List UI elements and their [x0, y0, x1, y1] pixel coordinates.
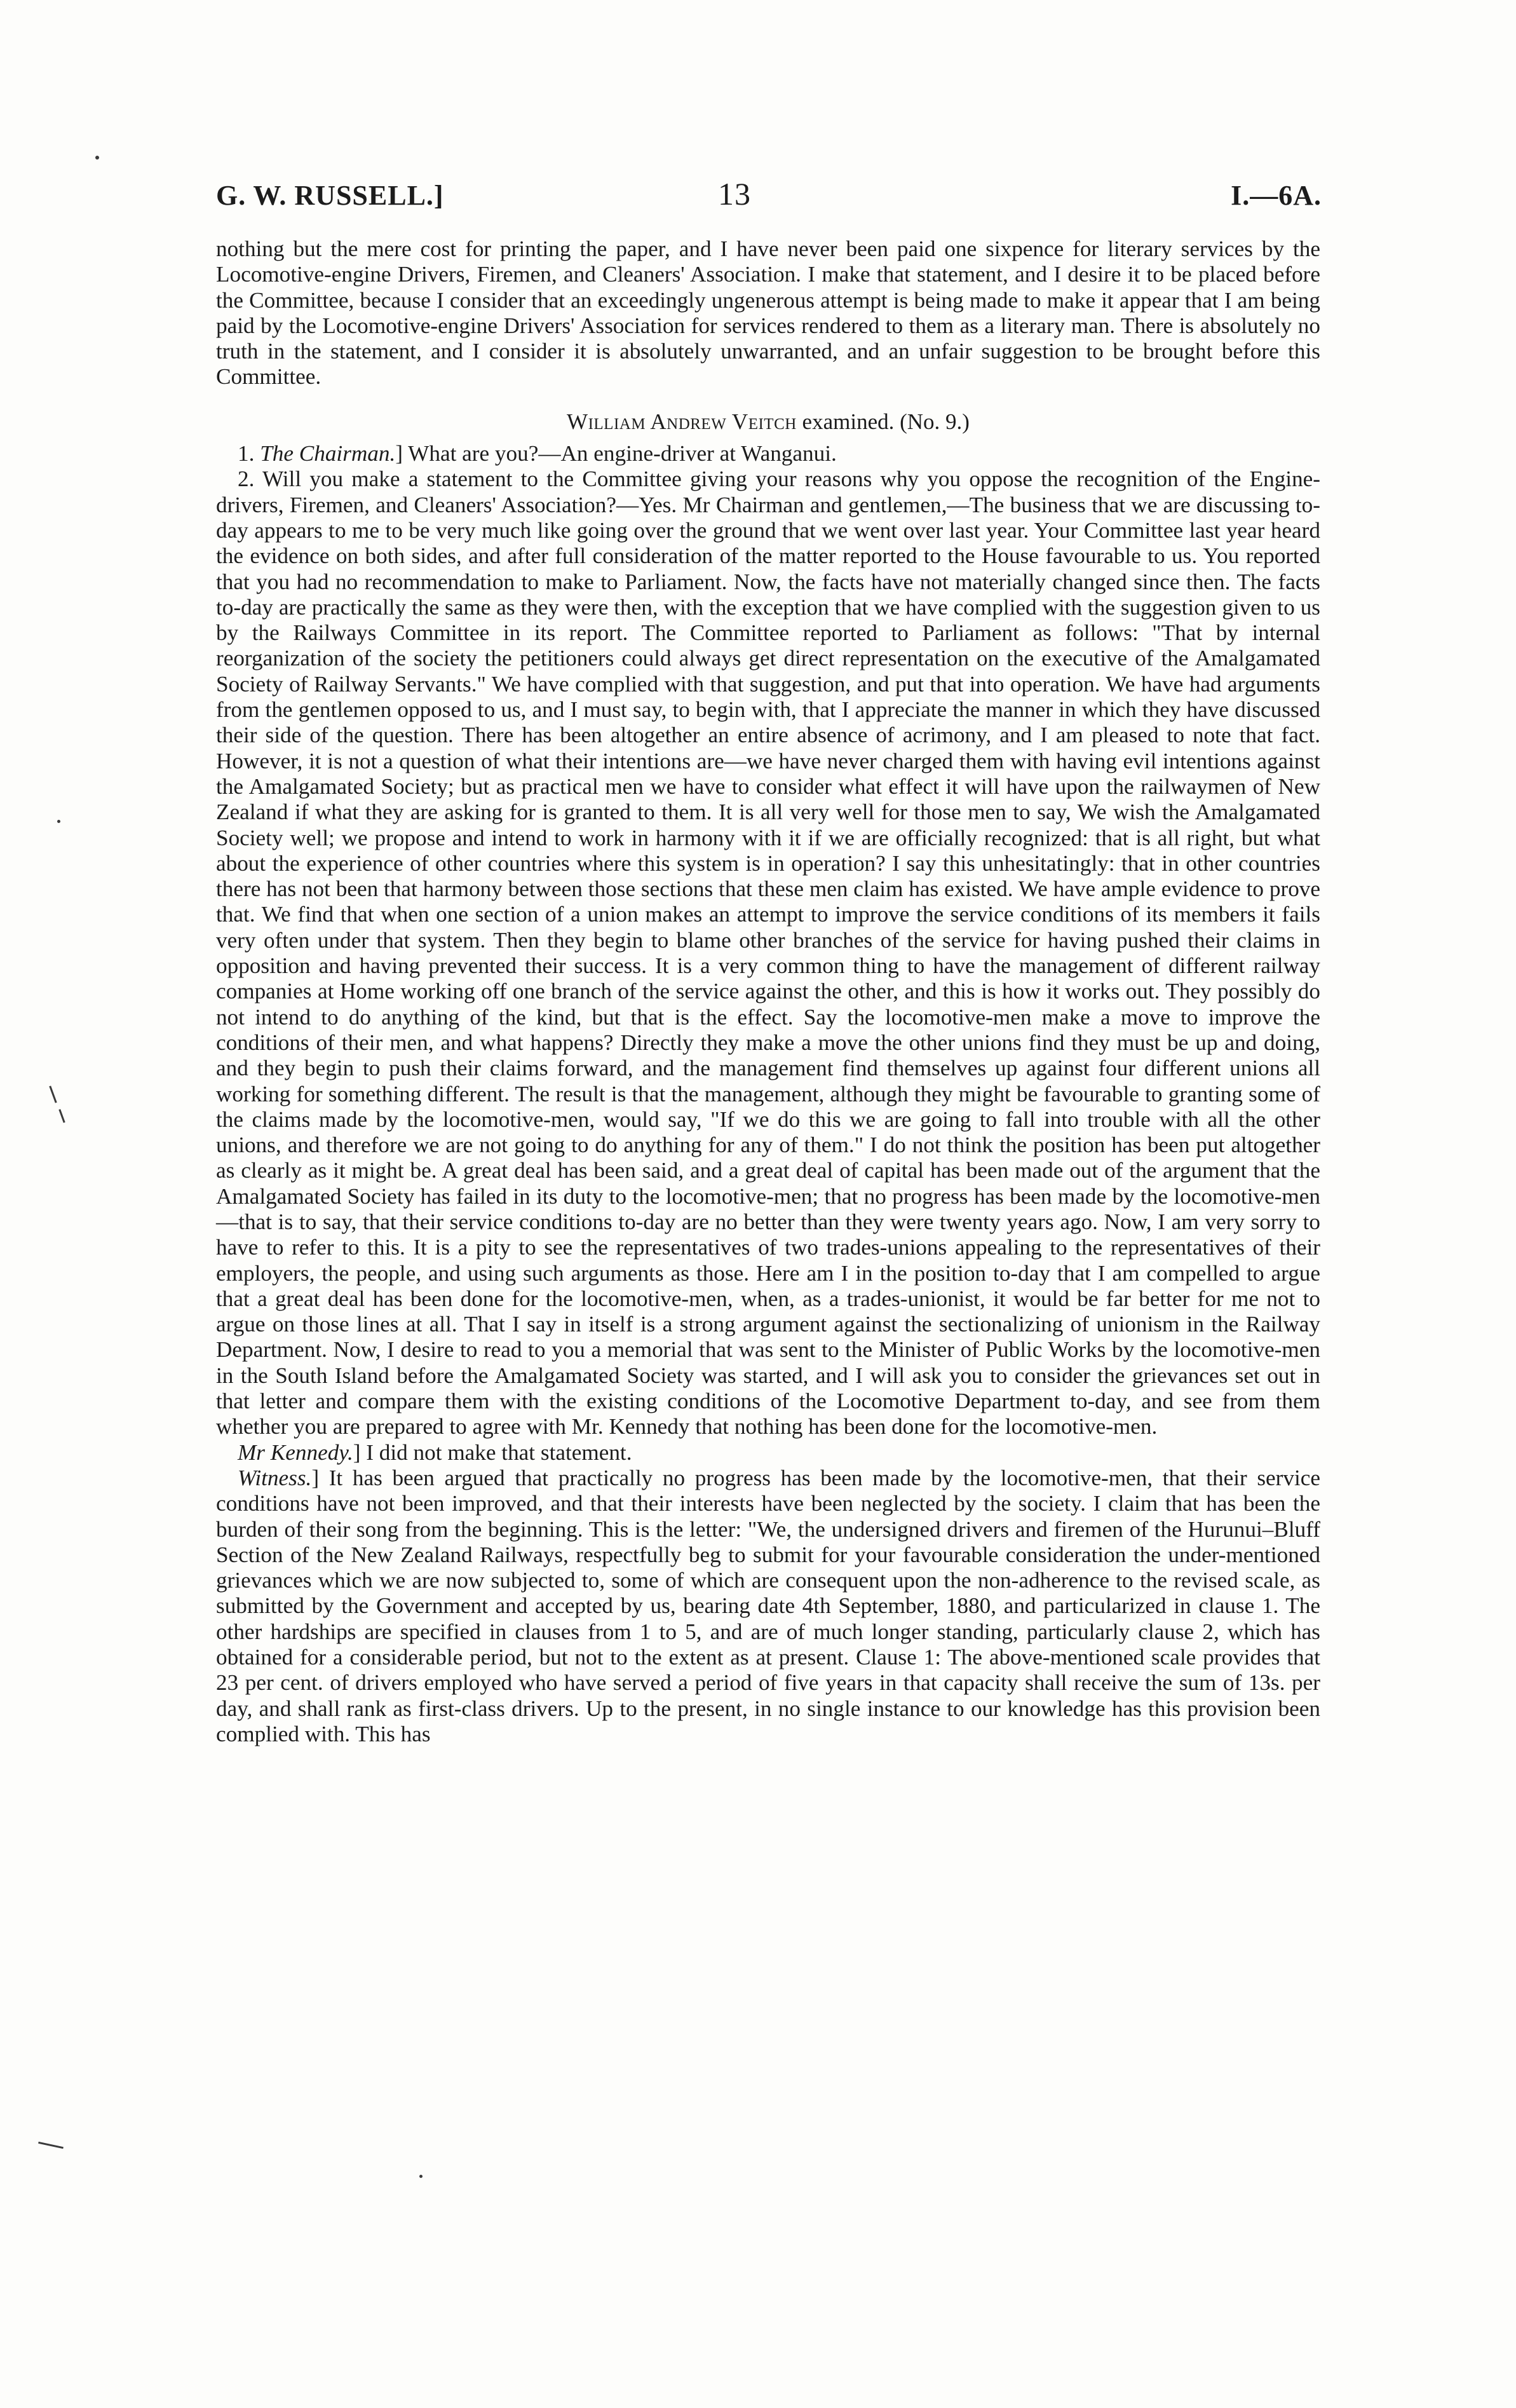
speaker-chairman: The Chairman.	[260, 441, 396, 466]
paragraph-continued: nothing but the mere cost for printing the paper, and I have never been paid one sixpence for literary services by the Locomotive-engine Drivers, Firemen, and Cleaners' Association. I make that statement, and I desire it to be placed before the Committee, because I consider that an exceedingly ungenerous attempt is being made to make it appear that I am being paid by the Locomotive-engine Drivers' Association for services rendered to them as a literary man. There is absolutely no truth in the statement, and I consider it is absolutely unwarranted, and an unfair suggestion to be brought before this Committee.	[216, 236, 1320, 390]
scan-speck	[49, 1085, 57, 1103]
question-1: 1. The Chairman.] What are you?—An engine-driver at Wanganui.	[238, 441, 837, 466]
page-header	[216, 176, 1322, 217]
document-reference: I.—6A.	[1231, 180, 1322, 211]
witness-response	[216, 1466, 1320, 1747]
kennedy-text: ] I did not make that statement.	[353, 1439, 632, 1465]
page-number: 13	[718, 176, 751, 212]
header-witness-name: G. W. RUSSELL.]	[216, 180, 444, 211]
heading-rest: examined. (No. 9.)	[796, 409, 970, 434]
scan-speck	[95, 156, 99, 160]
scan-speck	[57, 820, 60, 823]
witness-heading	[216, 409, 1320, 435]
body-text	[216, 236, 1320, 1747]
witness-text: ] It has been argued that practically no progress has been made by the locomotive-men, that their service conditions have not been improved, and that their interests have been neglected by the society. I claim that has been the burden of their song from the beginning. This is the letter: "We, the undersigned drivers and firemen of the Hurunui–Bluff Section of the New Zealand Railways, respectfully beg to submit for your favourable consideration the under-mentioned grievances which we are now subjected to, some of which are consequent upon the non-adherence to the revised scale, as submitted by the Government and accepted by us, bearing date 4th September, 1880, and particularized in clause 1. The other hardships are specified in clauses from 1 to 5, and are of much longer standing, particularly clause 2, which has obtained for a considerable period, but not to the extent as at present. Clause 1: The above-mentioned scale provides that 23 per cent. of drivers employed who have served a period of five years in that capacity shall receive the sum of 13s. per day, and shall rank as first-class drivers. Up to the present, in no single instance to our knowledge has this provision been complied with. This has	[216, 1465, 1320, 1746]
question-1-text: ] What are you?—An engine-driver at Wanganui.	[395, 441, 837, 466]
scan-speck	[419, 2175, 423, 2178]
question-2: 2. Will you make a statement to the Committee giving your reasons why you oppose the recognition of the Engine-drivers, Firemen, and Cleaners' Association?—Yes. Mr Chairman and gentlemen,—The business that we are discussing to-day appears to me to be very much like going over the ground that we went over last year. Your Committee last year heard the evidence on both sides, and after full consideration of the matter reported to the House favourable to us. You reported that you had no recommendation to make to Parliament. Now, the facts have not materially changed since then. The facts to-day are practically the same as they were then, with the exception that we have complied with the suggestion given to us by the Railways Committee in its report. The Committee reported to Parliament as follows: "That by internal reorganization of the society the petitioners could always get direct representation on the executive of the Amalgamated Society of Railway Servants." We have complied with that suggestion, and put that into operation. We have had arguments from the gentlemen opposed to us, and I must say, to begin with, that I appreciate the manner in which they have discussed their side of the question. There has been altogether an entire absence of acrimony, and I am pleased to note that fact. However, it is not a question of what their intentions are—we have never charged them with having evil intentions against the Amalgamated Society; but as practical men we have to consider what effect it will have upon the railwaymen of New Zealand if what they are asking for is granted to them. It is all very well for those men to say, We wish the Amalgamated Society well; we propose and intend to work in harmony with it if we are officially recognized: that is all right, but what about the experience of other countries where this system is in operation? I say this unhesitatingly: that in other countries there has not been that harmony between those sections that these men claim has existed. We have ample evidence to prove that. We find that when one section of a union makes an attempt to improve the service conditions of its members it fails very often under that system. Then they begin to blame other branches of the service for having pushed their claims in opposition and having prevented their success. It is a very common thing to have the management of different railway companies at Home working off one branch of the service against the other, and this is how it works out. They possibly do not intend to do anything of the kind, but that is the effect. Say the locomotive-men make a move to improve the conditions of their men, and what happens? Directly they make a move the other unions find they must be up and doing, and they begin to push their claims forward, and the management find themselves up against four different unions all working for something different. The result is that the management, although they might be favourable to granting some of the claims made by the locomotive-men, would say, "If we do this we are going to fall into trouble with all the other unions, and therefore we are not going to do anything for any of them." I do not think the position has been put altogether as clearly as it might be. A great deal has been said, and a great deal of capital has been made out of the argument that the Amalgamated Society has failed in its duty to the locomotive-men; that no progress has been made by the locomotive-men—that is to say, that their service conditions to-day are no better than they were twenty years ago. Now, I am very sorry to have to refer to this. It is a pity to see the representatives of two trades-unions appealing to the representatives of their employers, the people, and using such arguments as those. Here am I in the position to-day that I am compelled to argue that a great deal has been done for the locomotive-men, when, as a trades-unionist, it would be far better for me not to argue on those lines at all. That I say in itself is a strong argument against the sectionalizing of unionism in the Railway Department. Now, I desire to read to you a memorial that was sent to the Minister of Public Works by the locomotive-men in the South Island before the Amalgamated Society was started, and I will ask you to consider the grievances set out in that letter and compare them with the existing conditions of the Locomotive Department to-day, and see from them whether you are prepared to agree with Mr. Kennedy that nothing has been done for the locomotive-men.	[216, 466, 1320, 1439]
witness-name: William Andrew Veitch	[567, 409, 797, 434]
scan-speck	[38, 2142, 64, 2149]
scan-speck	[58, 1109, 65, 1123]
speaker-witness: Witness.	[238, 1465, 312, 1490]
speaker-kennedy: Mr Kennedy.	[238, 1439, 353, 1465]
interjection-kennedy	[216, 1440, 1320, 1466]
